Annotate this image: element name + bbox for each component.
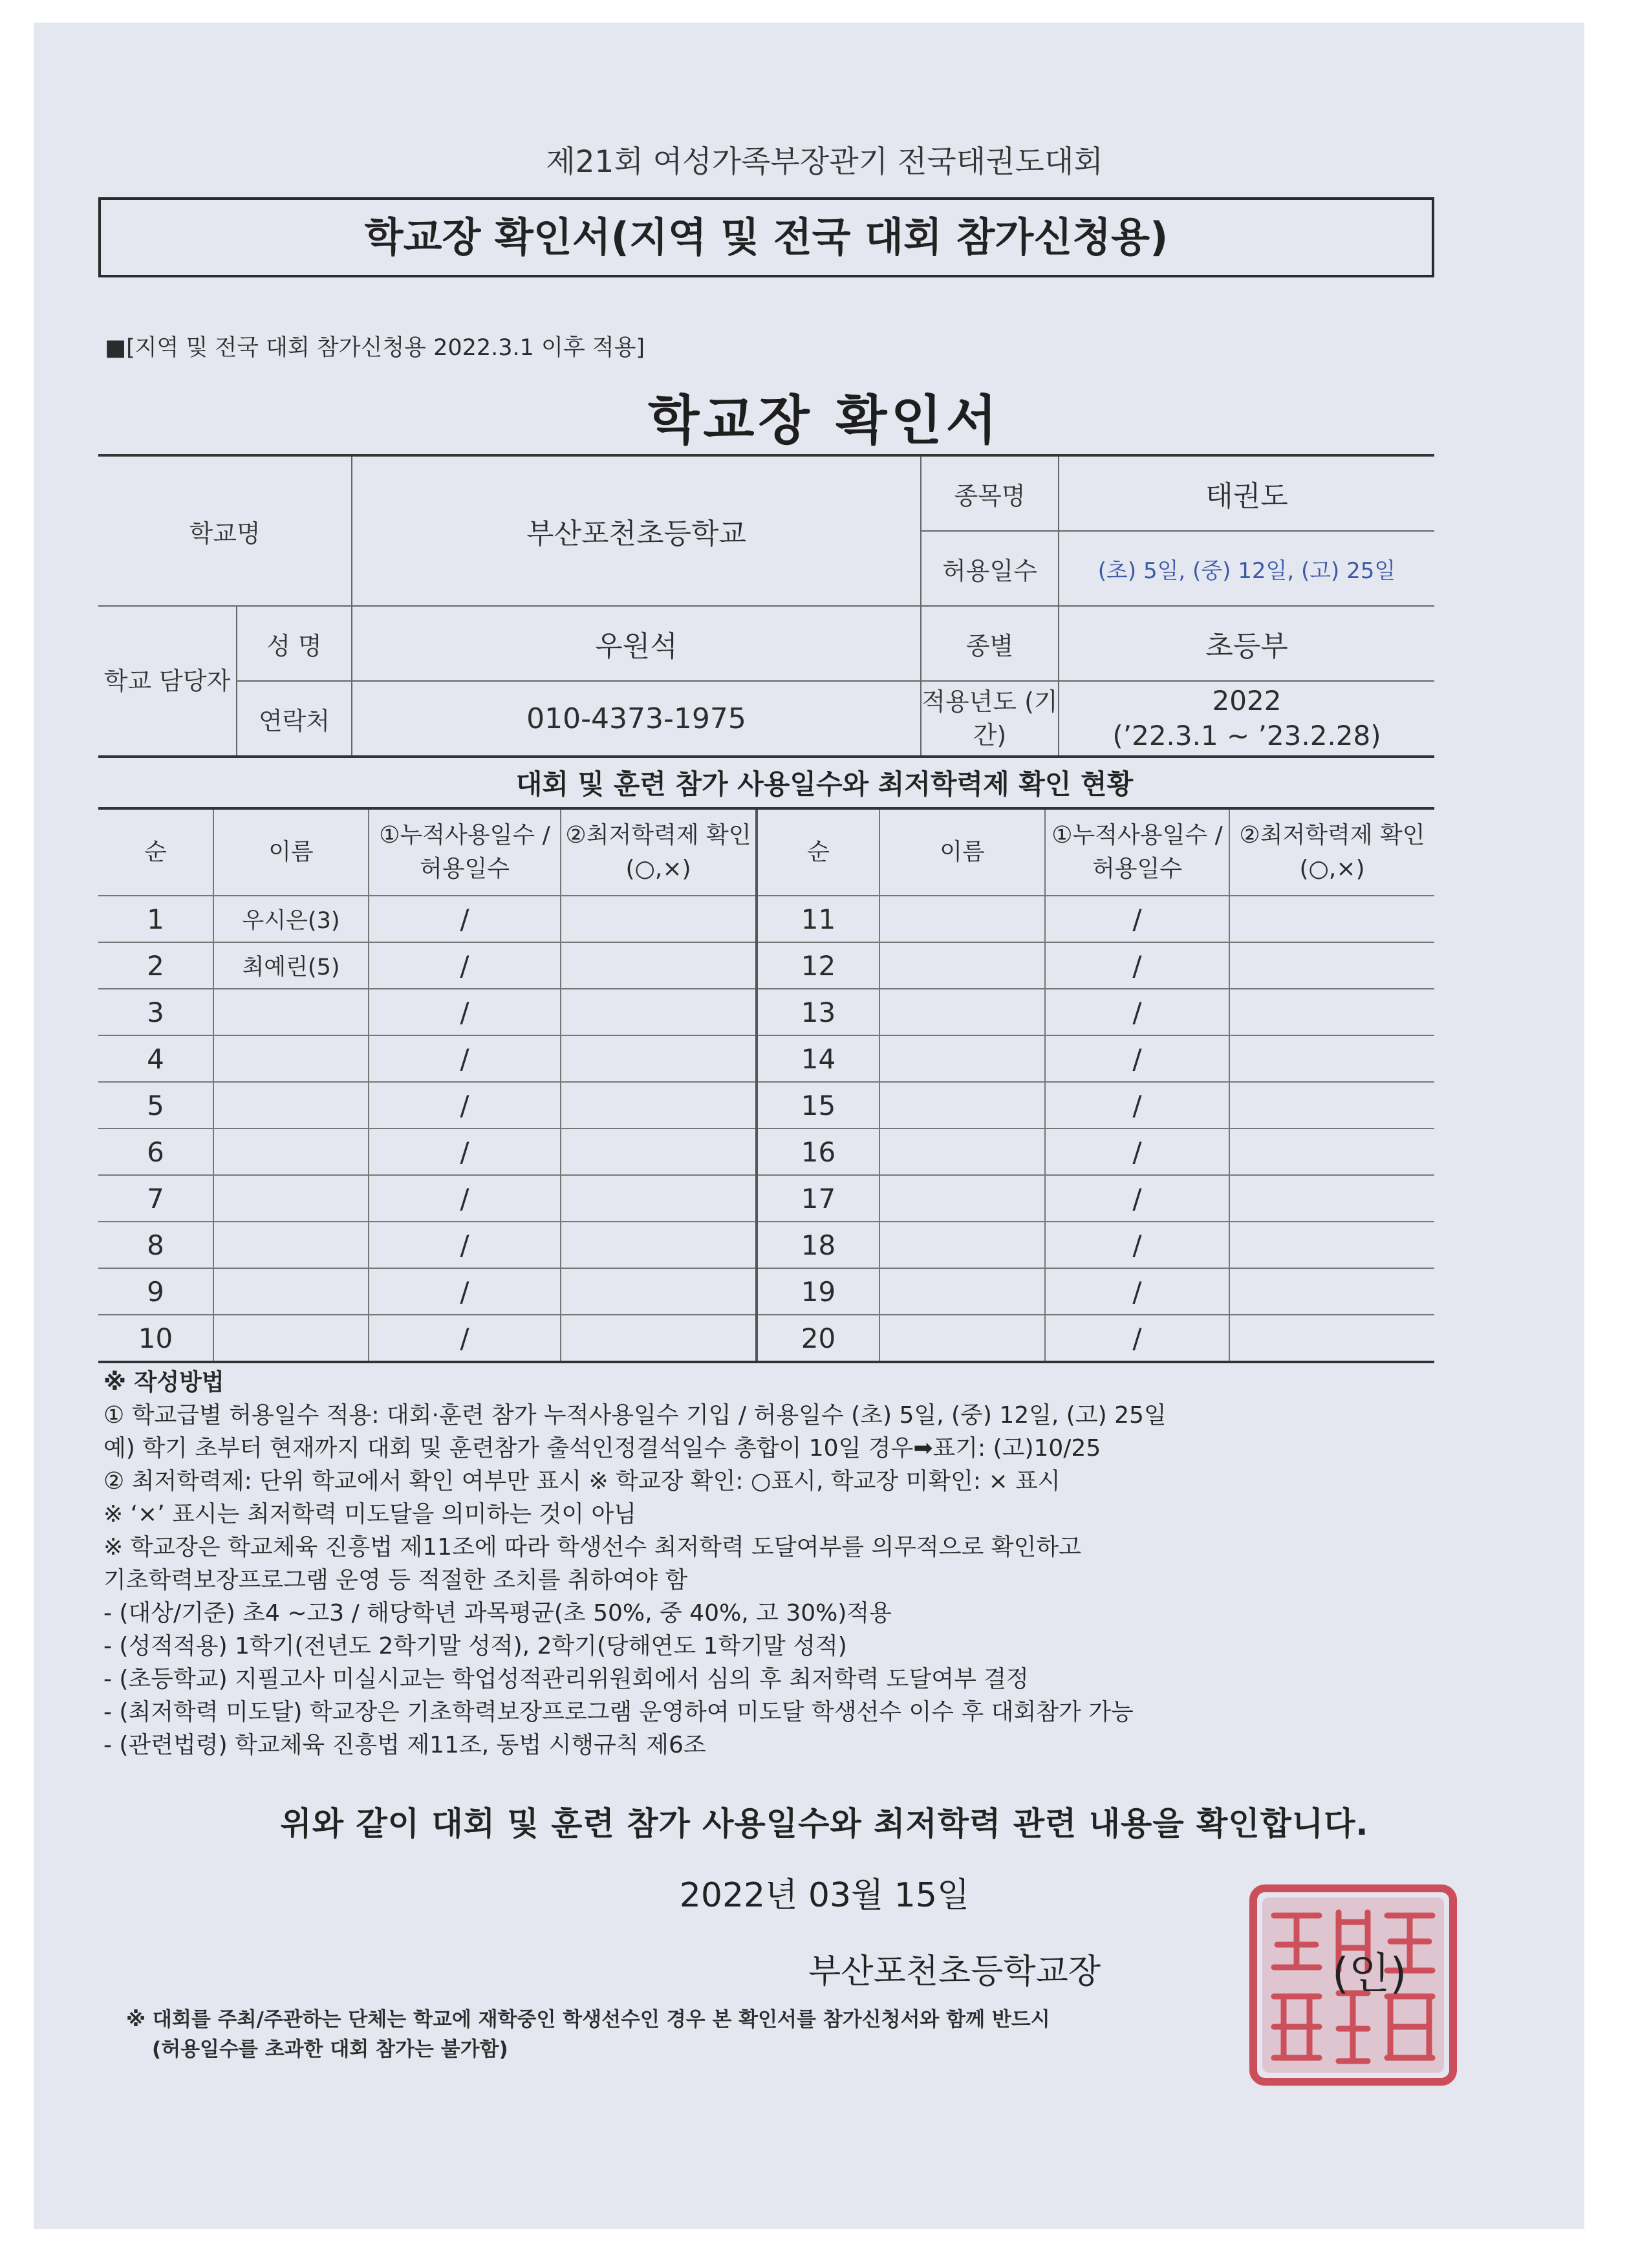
manager-name-value: 우원석 (352, 606, 921, 681)
student-name (879, 1268, 1045, 1315)
student-name (879, 1315, 1045, 1362)
allowed-days-value: (초) 5일, (중) 12일, (고) 25일 (1059, 531, 1434, 606)
days-used-cell: / (369, 1222, 561, 1268)
row-number: 3 (98, 989, 213, 1035)
row-number: 11 (757, 896, 879, 942)
days-used-cell: / (369, 1175, 561, 1222)
days-used-cell: / (1045, 1222, 1229, 1268)
student-name (879, 1222, 1045, 1268)
table-row (98, 942, 1434, 989)
instruction-line: ※ ‘×’ 표시는 최저학력 미도달을 의미하는 것이 아님 (103, 1501, 637, 1528)
participant-table (98, 807, 1434, 1363)
days-used-cell: / (369, 896, 561, 942)
academic-check-cell (561, 1315, 757, 1362)
table-row (98, 1175, 1434, 1222)
instruction-line: ① 학교급별 허용일수 적용: 대회·훈련 참가 누적사용일수 기입 / 허용일수 (초) 5일, (중) 12일, (고) 25일 (103, 1402, 1167, 1429)
row-number: 9 (98, 1268, 213, 1315)
table-row (98, 1129, 1434, 1175)
academic-check-cell (1229, 989, 1434, 1035)
col-check-header: ②최저학력제 확인(○,×) (561, 808, 757, 896)
days-used-cell: / (1045, 896, 1229, 942)
student-name (879, 942, 1045, 989)
instruction-line: ※ 학교장은 학교체육 진흥법 제11조에 따라 학생선수 최저학력 도달여부를 의무적으로 확인하고 (103, 1534, 1081, 1561)
days-used-cell: / (1045, 989, 1229, 1035)
row-number: 2 (98, 942, 213, 989)
col-check-header-right: ②최저학력제 확인(○,×) (1229, 808, 1434, 896)
days-used-cell: / (1045, 1035, 1229, 1082)
row-number: 4 (98, 1035, 213, 1082)
days-used-cell: / (1045, 1082, 1229, 1129)
category-value: 초등부 (1059, 606, 1434, 681)
student-name (879, 1035, 1045, 1082)
academic-check-cell (1229, 1268, 1434, 1315)
col-no-header: 순 (98, 808, 213, 896)
academic-check-cell (561, 1129, 757, 1175)
student-name: 우시은(3) (213, 896, 369, 942)
student-name (879, 896, 1045, 942)
student-name (879, 989, 1045, 1035)
days-used-cell: / (369, 989, 561, 1035)
instructions-heading: ※ 작성방법 (103, 1369, 224, 1396)
academic-check-cell (1229, 1082, 1434, 1129)
manager-label: 학교 담당자 (98, 606, 237, 757)
table-row (98, 896, 1434, 942)
student-name (879, 1082, 1045, 1129)
academic-check-cell (561, 989, 757, 1035)
period-year: 2022 (1212, 685, 1282, 717)
row-number: 19 (757, 1268, 879, 1315)
row-number: 15 (757, 1082, 879, 1129)
row-number: 17 (757, 1175, 879, 1222)
document-date: 2022년 03월 15일 (679, 1876, 970, 1915)
days-used-cell: / (369, 1035, 561, 1082)
category-label: 종별 (921, 606, 1059, 681)
row-number: 18 (757, 1222, 879, 1268)
instruction-line: - (대상/기준) 초4 ~고3 / 해당학년 과목평균(초 50%, 중 40%, 고 30%)적용 (103, 1600, 892, 1626)
days-used-cell: / (1045, 1175, 1229, 1222)
table-row (98, 1035, 1434, 1082)
days-used-cell: / (1045, 1268, 1229, 1315)
event-title: 제21회 여성가족부장관기 전국태권도대회 (546, 144, 1103, 180)
manager-name-label: 성 명 (237, 606, 352, 681)
academic-check-cell (561, 1035, 757, 1082)
student-name (213, 1315, 369, 1362)
application-notice: ■[지역 및 전국 대회 참가신청용 2022.3.1 이후 적용] (105, 335, 645, 361)
col-name-header: 이름 (213, 808, 369, 896)
days-used-cell: / (369, 942, 561, 989)
col-days-header-right: ①누적사용일수 /허용일수 (1045, 808, 1229, 896)
academic-check-cell (561, 1175, 757, 1222)
days-used-cell: / (1045, 942, 1229, 989)
school-name-label: 학교명 (98, 455, 352, 606)
academic-check-cell (1229, 1222, 1434, 1268)
footnote-line: ※ 대회를 주최/주관하는 단체는 학교에 재학중인 학생선수인 경우 본 확인서를 참가신청서와 함께 반드시 (126, 2008, 1050, 2031)
table-row (98, 1315, 1434, 1362)
section-title: 대회 및 훈련 참가 사용일수와 최저학력제 확인 현황 (515, 768, 1134, 800)
student-name (879, 1175, 1045, 1222)
academic-check-cell (1229, 1035, 1434, 1082)
confirmation-statement: 위와 같이 대회 및 훈련 참가 사용일수와 최저학력 관련 내용을 확인합니다. (280, 1805, 1369, 1842)
academic-check-cell (1229, 1129, 1434, 1175)
student-name: 최예린(5) (213, 942, 369, 989)
row-number: 1 (98, 896, 213, 942)
period-value (1059, 681, 1434, 757)
row-number: 14 (757, 1035, 879, 1082)
table-row (98, 989, 1434, 1035)
student-name (213, 1175, 369, 1222)
col-no-header-right: 순 (757, 808, 879, 896)
academic-check-cell (561, 942, 757, 989)
days-used-cell: / (1045, 1315, 1229, 1362)
table-row (98, 1268, 1434, 1315)
school-info-table (98, 454, 1434, 758)
student-name (213, 1035, 369, 1082)
row-number: 13 (757, 989, 879, 1035)
row-number: 16 (757, 1129, 879, 1175)
days-used-cell: / (369, 1315, 561, 1362)
academic-check-cell (561, 1268, 757, 1315)
student-name (213, 1222, 369, 1268)
days-used-cell: / (369, 1129, 561, 1175)
row-number: 5 (98, 1082, 213, 1129)
row-number: 7 (98, 1175, 213, 1222)
main-title: 학교장 확인서 (648, 390, 1001, 451)
academic-check-cell (561, 1222, 757, 1268)
row-number: 20 (757, 1315, 879, 1362)
school-name-value: 부산포천초등학교 (352, 455, 921, 606)
contact-value: 010-4373-1975 (352, 681, 921, 757)
instructions (103, 1366, 1167, 1762)
table-row (98, 1222, 1434, 1268)
student-name (213, 1129, 369, 1175)
period-label: 적용년도 (기간) (921, 681, 1059, 757)
academic-check-cell (1229, 1175, 1434, 1222)
student-name (213, 1268, 369, 1315)
row-number: 6 (98, 1129, 213, 1175)
instruction-line: - (관련법령) 학교체육 진흥법 제11조, 동법 시행규칙 제6조 (103, 1732, 706, 1758)
student-name (213, 989, 369, 1035)
col-days-header: ①누적사용일수 /허용일수 (369, 808, 561, 896)
period-range: (’22.3.1 ~ ’23.2.28) (1112, 720, 1381, 751)
row-number: 8 (98, 1222, 213, 1268)
academic-check-cell (561, 1082, 757, 1129)
instruction-line: 예) 학기 초부터 현재까지 대회 및 훈련참가 출석인정결석일수 총합이 10일 경우➡표기: (고)10/25 (103, 1435, 1101, 1462)
sport-label: 종목명 (921, 455, 1059, 531)
student-name (213, 1082, 369, 1129)
contact-label: 연락처 (237, 681, 352, 757)
instruction-line: - (초등학교) 지필고사 미실시교는 학업성적관리위원회에서 심의 후 최저학력 도달여부 결정 (103, 1666, 1029, 1692)
footnote (126, 2005, 1050, 2064)
principal-name: 부산포천초등학교장 (808, 1952, 1101, 1991)
academic-check-cell (1229, 942, 1434, 989)
table-row (98, 1082, 1434, 1129)
days-used-cell: / (369, 1082, 561, 1129)
form-title-box: 학교장 확인서(지역 및 전국 대회 참가신청용) (98, 197, 1434, 277)
days-used-cell: / (369, 1268, 561, 1315)
col-name-header-right: 이름 (879, 808, 1045, 896)
sport-value: 태권도 (1059, 455, 1434, 531)
footnote-line: (허용일수를 초과한 대회 참가는 불가함) (152, 2038, 508, 2061)
academic-check-cell (1229, 896, 1434, 942)
instruction-line: 기초학력보장프로그램 운영 등 적절한 조치를 취하여야 함 (103, 1567, 688, 1593)
seal-label: (인) (1332, 1949, 1407, 1998)
academic-check-cell (1229, 1315, 1434, 1362)
days-used-cell: / (1045, 1129, 1229, 1175)
instruction-line: - (최저학력 미도달) 학교장은 기초학력보장프로그램 운영하여 미도달 학생선수 이수 후 대회참가 가능 (103, 1699, 1134, 1725)
academic-check-cell (561, 896, 757, 942)
row-number: 12 (757, 942, 879, 989)
row-number: 10 (98, 1315, 213, 1362)
instruction-line: ② 최저학력제: 단위 학교에서 확인 여부만 표시 ※ 학교장 확인: ○표시, 학교장 미확인: × 표시 (103, 1468, 1061, 1495)
instruction-line: - (성적적용) 1학기(전년도 2학기말 성적), 2학기(당해연도 1학기말 성적) (103, 1633, 847, 1659)
allowed-days-label: 허용일수 (921, 531, 1059, 606)
student-name (879, 1129, 1045, 1175)
